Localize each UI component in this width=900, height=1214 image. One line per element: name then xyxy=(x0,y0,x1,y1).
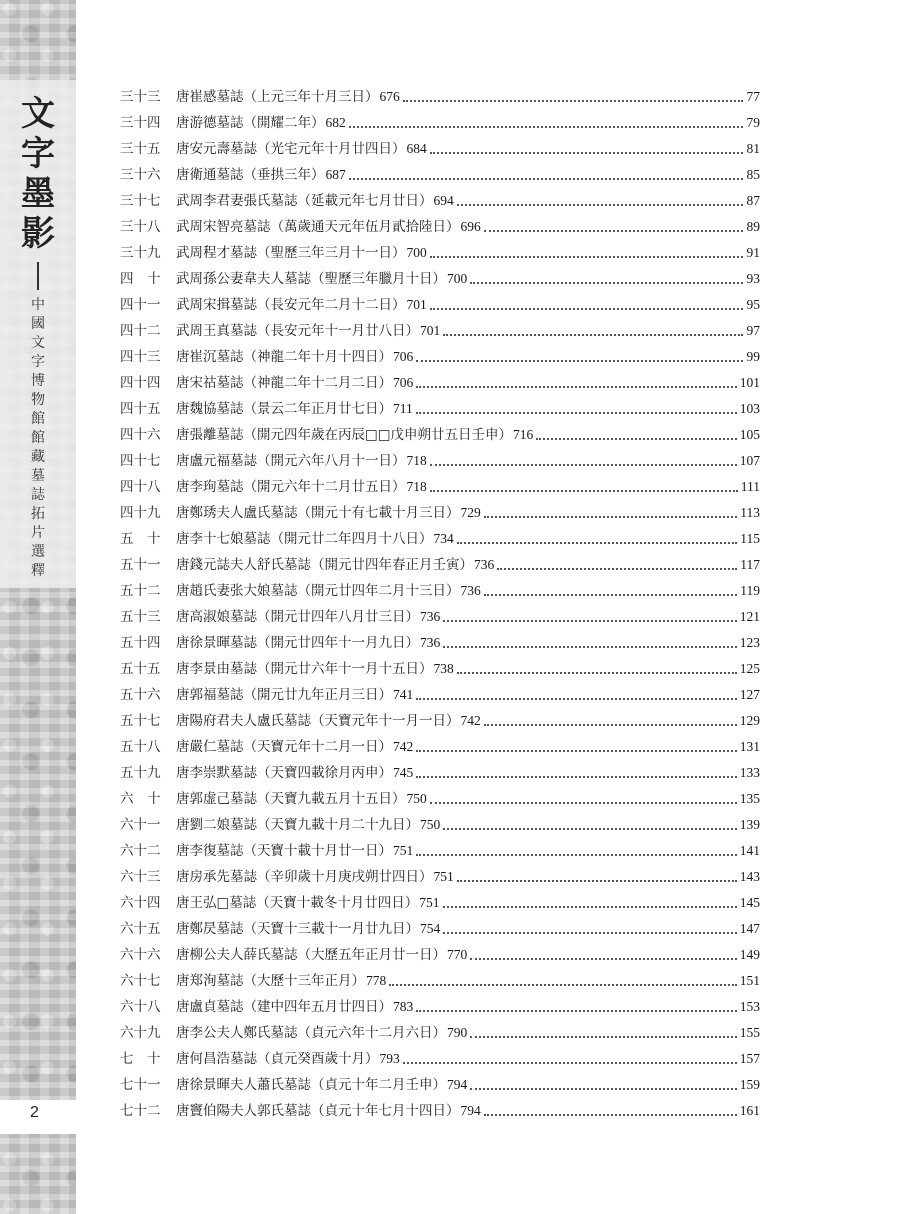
entry-page: 101 xyxy=(739,375,760,390)
entry-title: 唐崔沉墓誌（神龍二年十月十四日） xyxy=(176,349,392,365)
book-subtitle-char: 拓 xyxy=(31,506,45,522)
entry-title: 唐竇伯陽夫人郭氏墓誌（貞元十年七月十四日） xyxy=(176,1103,460,1119)
entry-page: 79 xyxy=(746,115,760,130)
entry-year: 682 xyxy=(325,115,346,130)
book-subtitle-char: 墓 xyxy=(31,468,45,484)
entry-number: 三十六 xyxy=(120,167,161,183)
book-subtitle-char: 館 xyxy=(31,430,45,446)
entry-year: 711 xyxy=(393,401,413,416)
entry-number: 四十八 xyxy=(120,479,161,495)
toc-entry[interactable] xyxy=(120,240,760,266)
book-subtitle-char: 國 xyxy=(31,316,45,332)
dot-leader xyxy=(430,151,743,154)
entry-page: 97 xyxy=(746,323,760,338)
dot-leader xyxy=(349,125,743,128)
entry-number: 六十七 xyxy=(120,973,161,989)
entry-title: 武周孫公妻韋夫人墓誌（聖歷三年臘月十日） xyxy=(176,271,446,287)
entry-title: 唐張離墓誌（開元四年歲在丙辰□□戊申朔廿五日壬申） xyxy=(176,427,513,443)
entry-year: 706 xyxy=(393,349,414,364)
toc-entry[interactable] xyxy=(120,656,760,682)
entry-title: 唐王弘□墓誌（天寶十載冬十月廿四日） xyxy=(176,895,419,911)
entry-number: 六十三 xyxy=(120,869,161,885)
entry-year: 701 xyxy=(420,323,441,338)
book-subtitle-char: 誌 xyxy=(31,487,45,503)
toc-entry[interactable] xyxy=(120,474,760,500)
toc-entry[interactable] xyxy=(120,994,760,1020)
entry-year: 770 xyxy=(447,947,468,962)
entry-year: 696 xyxy=(460,219,481,234)
dot-leader xyxy=(416,853,737,856)
entry-page: 77 xyxy=(746,89,760,104)
entry-year: 729 xyxy=(460,505,481,520)
dot-leader xyxy=(416,1009,737,1012)
book-title-char: 影 xyxy=(21,214,55,254)
entry-page: 139 xyxy=(739,817,760,832)
entry-title: 唐房承先墓誌（辛卯歲十月庚戌朔廿四日） xyxy=(176,869,433,885)
entry-number: 六十四 xyxy=(120,895,161,911)
entry-year: 687 xyxy=(325,167,346,182)
entry-year: 750 xyxy=(420,817,441,832)
entry-title: 唐柳公夫人薛氏墓誌（大歷五年正月廿一日） xyxy=(176,947,446,963)
book-subtitle-char: 釋 xyxy=(31,563,45,579)
entry-number: 五十六 xyxy=(120,687,161,703)
entry-page: 129 xyxy=(739,713,760,728)
entry-page: 131 xyxy=(739,739,760,754)
entry-title: 唐李景由墓誌（開元廿六年十一月十五日） xyxy=(176,661,433,677)
entry-title: 唐衛通墓誌（垂拱三年） xyxy=(176,167,325,183)
entry-year: 718 xyxy=(406,453,427,468)
toc-entry[interactable] xyxy=(120,578,760,604)
entry-title: 唐郑洵墓誌（大歷十三年正月） xyxy=(176,973,365,989)
entry-page: 149 xyxy=(739,947,760,962)
entry-title: 武周程才墓誌（聖歷三年三月十一日） xyxy=(176,245,406,261)
entry-page: 133 xyxy=(739,765,760,780)
book-subtitle-char: 藏 xyxy=(31,449,45,465)
entry-year: 741 xyxy=(393,687,414,702)
book-subtitle xyxy=(26,296,50,581)
entry-number: 四十二 xyxy=(120,323,161,339)
dot-leader xyxy=(457,671,737,674)
entry-year: 793 xyxy=(379,1051,400,1066)
entry-number: 四十六 xyxy=(120,427,161,443)
entry-page: 113 xyxy=(740,505,760,520)
entry-year: 716 xyxy=(513,427,534,442)
entry-title: 唐鄭昃墓誌（天寶十三載十一月廿九日） xyxy=(176,921,419,937)
book-subtitle-char: 字 xyxy=(31,354,45,370)
book-title xyxy=(12,94,64,254)
entry-year: 742 xyxy=(393,739,414,754)
toc-entry[interactable] xyxy=(120,682,760,708)
book-subtitle-char: 選 xyxy=(31,544,45,560)
page-number: 2 xyxy=(30,1104,39,1121)
dot-leader xyxy=(470,1035,737,1038)
dot-leader xyxy=(457,879,737,882)
entry-page: 103 xyxy=(739,401,760,416)
entry-year: 706 xyxy=(393,375,414,390)
entry-page: 111 xyxy=(740,479,760,494)
entry-page: 85 xyxy=(746,167,760,182)
entry-title: 唐魏協墓誌（景云二年正月廿七日） xyxy=(176,401,392,417)
entry-number: 三十八 xyxy=(120,219,161,235)
entry-title: 唐鄭琇夫人盧氏墓誌（開元十有七載十月三日） xyxy=(176,505,460,521)
book-title-char: 字 xyxy=(21,134,55,174)
dot-leader xyxy=(443,619,737,622)
entry-page: 141 xyxy=(739,843,760,858)
book-title-char: 墨 xyxy=(21,174,55,214)
entry-title: 唐錢元誌夫人舒氏墓誌（開元廿四年春正月壬寅） xyxy=(176,557,473,573)
title-dash xyxy=(37,262,39,290)
entry-year: 700 xyxy=(406,245,427,260)
toc-entry[interactable] xyxy=(120,1072,760,1098)
entry-year: 718 xyxy=(406,479,427,494)
entry-page: 105 xyxy=(739,427,760,442)
entry-page: 107 xyxy=(739,453,760,468)
entry-title: 武周王真墓誌（長安元年十一月廿八日） xyxy=(176,323,419,339)
entry-page: 159 xyxy=(739,1077,760,1092)
entry-title: 唐郭虚己墓誌（天寶九載五月十五日） xyxy=(176,791,406,807)
entry-page: 81 xyxy=(746,141,760,156)
dot-leader xyxy=(403,1061,737,1064)
entry-number: 七 十 xyxy=(120,1051,161,1067)
entry-page: 117 xyxy=(740,557,760,572)
toc-entry[interactable] xyxy=(120,968,760,994)
entry-year: 736 xyxy=(474,557,495,572)
book-title-char: 文 xyxy=(21,94,55,134)
entry-number: 六十五 xyxy=(120,921,161,937)
entry-page: 99 xyxy=(746,349,760,364)
dot-leader xyxy=(457,203,743,206)
entry-number: 四十七 xyxy=(120,453,161,469)
entry-number: 四 十 xyxy=(120,271,161,287)
toc-entry[interactable] xyxy=(120,84,760,110)
entry-number: 四十五 xyxy=(120,401,161,417)
toc-entry[interactable] xyxy=(120,942,760,968)
toc-entry[interactable] xyxy=(120,162,760,188)
dot-leader xyxy=(484,229,743,232)
dot-leader xyxy=(484,515,738,518)
entry-number: 三十四 xyxy=(120,115,161,131)
entry-page: 161 xyxy=(739,1103,760,1118)
entry-number: 六 十 xyxy=(120,791,161,807)
toc-entry[interactable] xyxy=(120,812,760,838)
entry-page: 155 xyxy=(739,1025,760,1040)
dot-leader xyxy=(430,463,737,466)
table-of-contents xyxy=(120,84,760,1124)
entry-page: 125 xyxy=(739,661,760,676)
entry-number: 六十六 xyxy=(120,947,161,963)
entry-page: 95 xyxy=(746,297,760,312)
entry-title: 唐游德墓誌（開耀二年） xyxy=(176,115,325,131)
entry-title: 唐陽府君夫人盧氏墓誌（天寶元年十一月一日） xyxy=(176,713,460,729)
entry-number: 五十一 xyxy=(120,557,161,573)
entry-year: 701 xyxy=(406,297,427,312)
toc-entry[interactable] xyxy=(120,1046,760,1072)
entry-number: 七十二 xyxy=(120,1103,161,1119)
entry-page: 147 xyxy=(739,921,760,936)
entry-year: 676 xyxy=(379,89,400,104)
entry-year: 700 xyxy=(447,271,468,286)
entry-number: 四十三 xyxy=(120,349,161,365)
entry-page: 153 xyxy=(739,999,760,1014)
entry-year: 794 xyxy=(447,1077,468,1092)
dot-leader xyxy=(536,437,736,440)
entry-page: 145 xyxy=(739,895,760,910)
entry-year: 751 xyxy=(433,869,454,884)
entry-number: 六十二 xyxy=(120,843,161,859)
dot-leader xyxy=(430,489,738,492)
toc-entry[interactable] xyxy=(120,292,760,318)
toc-entry[interactable] xyxy=(120,760,760,786)
dot-leader xyxy=(416,697,737,700)
dot-leader xyxy=(470,1087,737,1090)
entry-number: 四十四 xyxy=(120,375,161,391)
toc-entry[interactable] xyxy=(120,136,760,162)
entry-number: 六十八 xyxy=(120,999,161,1015)
dot-leader xyxy=(416,749,737,752)
entry-title: 武周宋智亮墓誌（萬歲通天元年伍月貳拾陸日） xyxy=(176,219,460,235)
entry-year: 790 xyxy=(447,1025,468,1040)
entry-title: 唐李珣墓誌（開元六年十二月廿五日） xyxy=(176,479,406,495)
entry-title: 唐李崇默墓誌（天寶四載徐月丙申） xyxy=(176,765,392,781)
entry-page: 115 xyxy=(740,531,760,546)
toc-entry[interactable] xyxy=(120,864,760,890)
entry-title: 唐安元壽墓誌（光宅元年十月廿四日） xyxy=(176,141,406,157)
dot-leader xyxy=(389,983,737,986)
toc-entry[interactable] xyxy=(120,630,760,656)
entry-year: 734 xyxy=(433,531,454,546)
toc-entry[interactable] xyxy=(120,396,760,422)
toc-entry[interactable] xyxy=(120,1020,760,1046)
toc-entry[interactable] xyxy=(120,448,760,474)
dot-leader xyxy=(430,801,737,804)
entry-year: 754 xyxy=(420,921,441,936)
dot-leader xyxy=(416,385,737,388)
entry-page: 91 xyxy=(746,245,760,260)
entry-title: 唐郭福墓誌（開元廿九年正月三日） xyxy=(176,687,392,703)
entry-number: 五 十 xyxy=(120,531,161,547)
toc-entry[interactable] xyxy=(120,422,760,448)
entry-page: 143 xyxy=(739,869,760,884)
book-subtitle-char: 中 xyxy=(31,297,45,313)
dot-leader xyxy=(416,359,743,362)
entry-number: 三十九 xyxy=(120,245,161,261)
dot-leader xyxy=(484,593,738,596)
entry-page: 89 xyxy=(746,219,760,234)
dot-leader xyxy=(349,177,743,180)
toc-entry[interactable] xyxy=(120,214,760,240)
toc-entry[interactable] xyxy=(120,604,760,630)
dot-leader xyxy=(470,281,743,284)
entry-year: 750 xyxy=(406,791,427,806)
entry-page: 119 xyxy=(740,583,760,598)
entry-title: 唐劉二娘墓誌（天寶九載十月二十九日） xyxy=(176,817,419,833)
entry-title: 唐崔感墓誌（上元三年十月三日） xyxy=(176,89,379,105)
toc-entry[interactable] xyxy=(120,916,760,942)
dot-leader xyxy=(457,541,738,544)
toc-entry[interactable] xyxy=(120,110,760,136)
entry-title: 唐盧貞墓誌（建中四年五月廿四日） xyxy=(176,999,392,1015)
dot-leader xyxy=(443,827,737,830)
entry-page: 157 xyxy=(739,1051,760,1066)
dot-leader xyxy=(484,723,737,726)
entry-title: 唐高淑娘墓誌（開元廿四年八月廿三日） xyxy=(176,609,419,625)
entry-number: 五十三 xyxy=(120,609,161,625)
entry-year: 783 xyxy=(393,999,414,1014)
entry-year: 745 xyxy=(393,765,414,780)
dot-leader xyxy=(497,567,737,570)
toc-entry[interactable] xyxy=(120,370,760,396)
entry-year: 738 xyxy=(433,661,454,676)
entry-title: 唐李十七娘墓誌（開元廿二年四月十八日） xyxy=(176,531,433,547)
entry-title: 唐嚴仁墓誌（天寶元年十二月一日） xyxy=(176,739,392,755)
entry-title: 唐何昌浩墓誌（貞元癸酉歲十月） xyxy=(176,1051,379,1067)
entry-number: 五十七 xyxy=(120,713,161,729)
dot-leader xyxy=(403,99,743,102)
entry-year: 736 xyxy=(420,635,441,650)
entry-number: 四十一 xyxy=(120,297,161,313)
entry-number: 六十一 xyxy=(120,817,161,833)
entry-title: 唐徐景暉墓誌（開元廿四年十一月九日） xyxy=(176,635,419,651)
toc-entry[interactable] xyxy=(120,890,760,916)
dot-leader xyxy=(430,255,743,258)
entry-year: 778 xyxy=(366,973,387,988)
dot-leader xyxy=(416,411,737,414)
book-subtitle-char: 博 xyxy=(31,373,45,389)
toc-entry[interactable] xyxy=(120,318,760,344)
dot-leader xyxy=(416,775,737,778)
entry-title: 唐徐景暉夫人蕭氏墓誌（貞元十年二月壬申） xyxy=(176,1077,446,1093)
entry-year: 742 xyxy=(460,713,481,728)
entry-page: 127 xyxy=(739,687,760,702)
toc-entry[interactable] xyxy=(120,500,760,526)
toc-entry[interactable] xyxy=(120,188,760,214)
entry-page: 135 xyxy=(739,791,760,806)
entry-number: 三十五 xyxy=(120,141,161,157)
entry-page: 121 xyxy=(739,609,760,624)
dot-leader xyxy=(443,905,737,908)
entry-title: 武周李君妻張氏墓誌（延載元年七月廿日） xyxy=(176,193,433,209)
book-subtitle-char: 物 xyxy=(31,392,45,408)
entry-number: 五十九 xyxy=(120,765,161,781)
toc-entry[interactable] xyxy=(120,786,760,812)
entry-year: 684 xyxy=(406,141,427,156)
entry-number: 三十三 xyxy=(120,89,161,105)
entry-number: 六十九 xyxy=(120,1025,161,1041)
book-subtitle-char: 文 xyxy=(31,335,45,351)
entry-year: 751 xyxy=(419,895,440,910)
entry-year: 694 xyxy=(433,193,454,208)
entry-year: 736 xyxy=(460,583,481,598)
entry-number: 五十四 xyxy=(120,635,161,651)
entry-title: 唐趙氏妻张大娘墓誌（開元廿四年二月十三日） xyxy=(176,583,460,599)
entry-number: 五十五 xyxy=(120,661,161,677)
toc-entry[interactable] xyxy=(120,266,760,292)
book-subtitle-char: 館 xyxy=(31,411,45,427)
dot-leader xyxy=(430,307,743,310)
toc-entry[interactable] xyxy=(120,838,760,864)
entry-number: 三十七 xyxy=(120,193,161,209)
toc-entry[interactable] xyxy=(120,734,760,760)
entry-number: 七十一 xyxy=(120,1077,161,1093)
entry-title: 唐宋祜墓誌（神龍二年十二月二日） xyxy=(176,375,392,391)
toc-entry[interactable] xyxy=(120,1098,760,1124)
dot-leader xyxy=(443,333,743,336)
entry-year: 751 xyxy=(393,843,414,858)
entry-title: 武周宋揖墓誌（長安元年二月十二日） xyxy=(176,297,406,313)
entry-number: 四十九 xyxy=(120,505,161,521)
entry-page: 123 xyxy=(739,635,760,650)
toc-entry[interactable] xyxy=(120,708,760,734)
entry-title: 唐李公夫人鄭氏墓誌（貞元六年十二月六日） xyxy=(176,1025,446,1041)
toc-entry[interactable] xyxy=(120,344,760,370)
dot-leader xyxy=(443,645,737,648)
entry-number: 五十二 xyxy=(120,583,161,599)
dot-leader xyxy=(484,1113,737,1116)
entry-year: 794 xyxy=(460,1103,481,1118)
entry-title: 唐盧元福墓誌（開元六年八月十一日） xyxy=(176,453,406,469)
dot-leader xyxy=(470,957,737,960)
entry-number: 五十八 xyxy=(120,739,161,755)
entry-page: 151 xyxy=(739,973,760,988)
entry-title: 唐李復墓誌（天寶十載十月廿一日） xyxy=(176,843,392,859)
book-subtitle-char: 片 xyxy=(31,525,45,541)
entry-page: 87 xyxy=(746,193,760,208)
entry-page: 93 xyxy=(746,271,760,286)
toc-entry[interactable] xyxy=(120,552,760,578)
dot-leader xyxy=(443,931,737,934)
entry-year: 736 xyxy=(420,609,441,624)
toc-entry[interactable] xyxy=(120,526,760,552)
